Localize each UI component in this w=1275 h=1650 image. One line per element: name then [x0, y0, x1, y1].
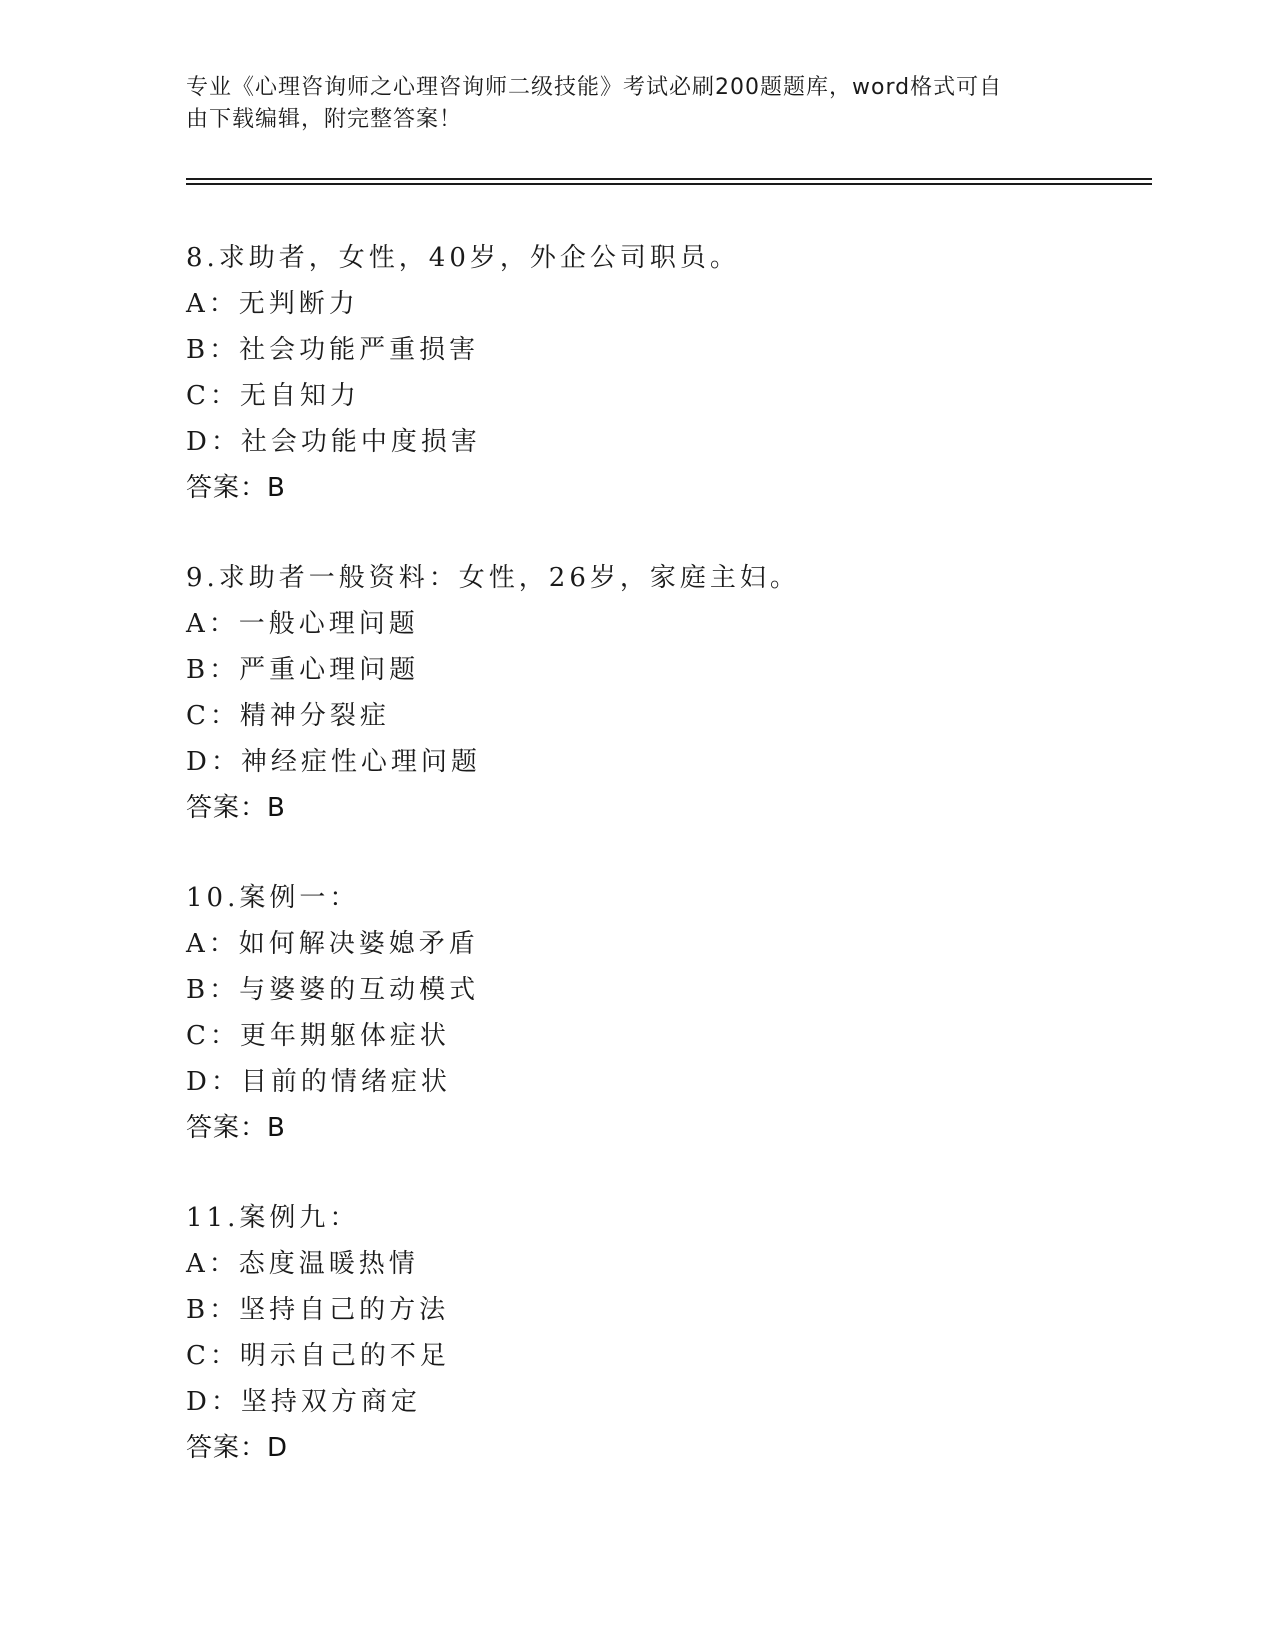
option-d: D：坚持双方商定 — [186, 1387, 421, 1417]
answer-line: 答案：D — [186, 1433, 289, 1463]
option-c: C：精神分裂症 — [186, 701, 390, 731]
option-a: A：如何解决婆媳矛盾 — [186, 929, 479, 959]
option-b: B：与婆婆的互动模式 — [186, 975, 480, 1005]
option-d: D：社会功能中度损害 — [186, 427, 481, 457]
header-divider-bottom — [186, 183, 1152, 185]
question-9 — [186, 555, 1146, 831]
header-divider-top — [186, 178, 1152, 180]
option-d: D：目前的情绪症状 — [186, 1067, 451, 1097]
option-b: B：坚持自己的方法 — [186, 1295, 450, 1325]
question-10 — [186, 875, 1146, 1151]
question-stem: 9.求助者一般资料：女性，26岁，家庭主妇。 — [186, 563, 800, 593]
question-8 — [186, 235, 1146, 511]
option-b: B：社会功能严重损害 — [186, 335, 480, 365]
option-a: A：一般心理问题 — [186, 609, 419, 639]
question-stem: 11.案例九： — [186, 1203, 360, 1233]
option-b: B：严重心理问题 — [186, 655, 420, 685]
document-header — [186, 72, 1066, 136]
question-stem: 8.求助者，女性，40岁，外企公司职员。 — [186, 243, 740, 273]
answer-line: 答案：B — [186, 793, 286, 823]
option-a: A：态度温暖热情 — [186, 1249, 419, 1279]
header-line-2: 由下载编辑，附完整答案！ — [186, 107, 463, 132]
question-stem: 10.案例一： — [186, 883, 360, 913]
option-d: D：神经症性心理问题 — [186, 747, 481, 777]
option-c: C：无自知力 — [186, 381, 360, 411]
option-c: C：更年期躯体症状 — [186, 1021, 450, 1051]
question-list — [186, 235, 1146, 1515]
answer-line: 答案：B — [186, 1113, 286, 1143]
header-line-1: 专业《心理咨询师之心理咨询师二级技能》考试必刷200题题库，word格式可自 — [186, 75, 1003, 100]
question-11 — [186, 1195, 1146, 1471]
option-c: C：明示自己的不足 — [186, 1341, 450, 1371]
answer-line: 答案：B — [186, 473, 286, 503]
option-a: A：无判断力 — [186, 289, 359, 319]
